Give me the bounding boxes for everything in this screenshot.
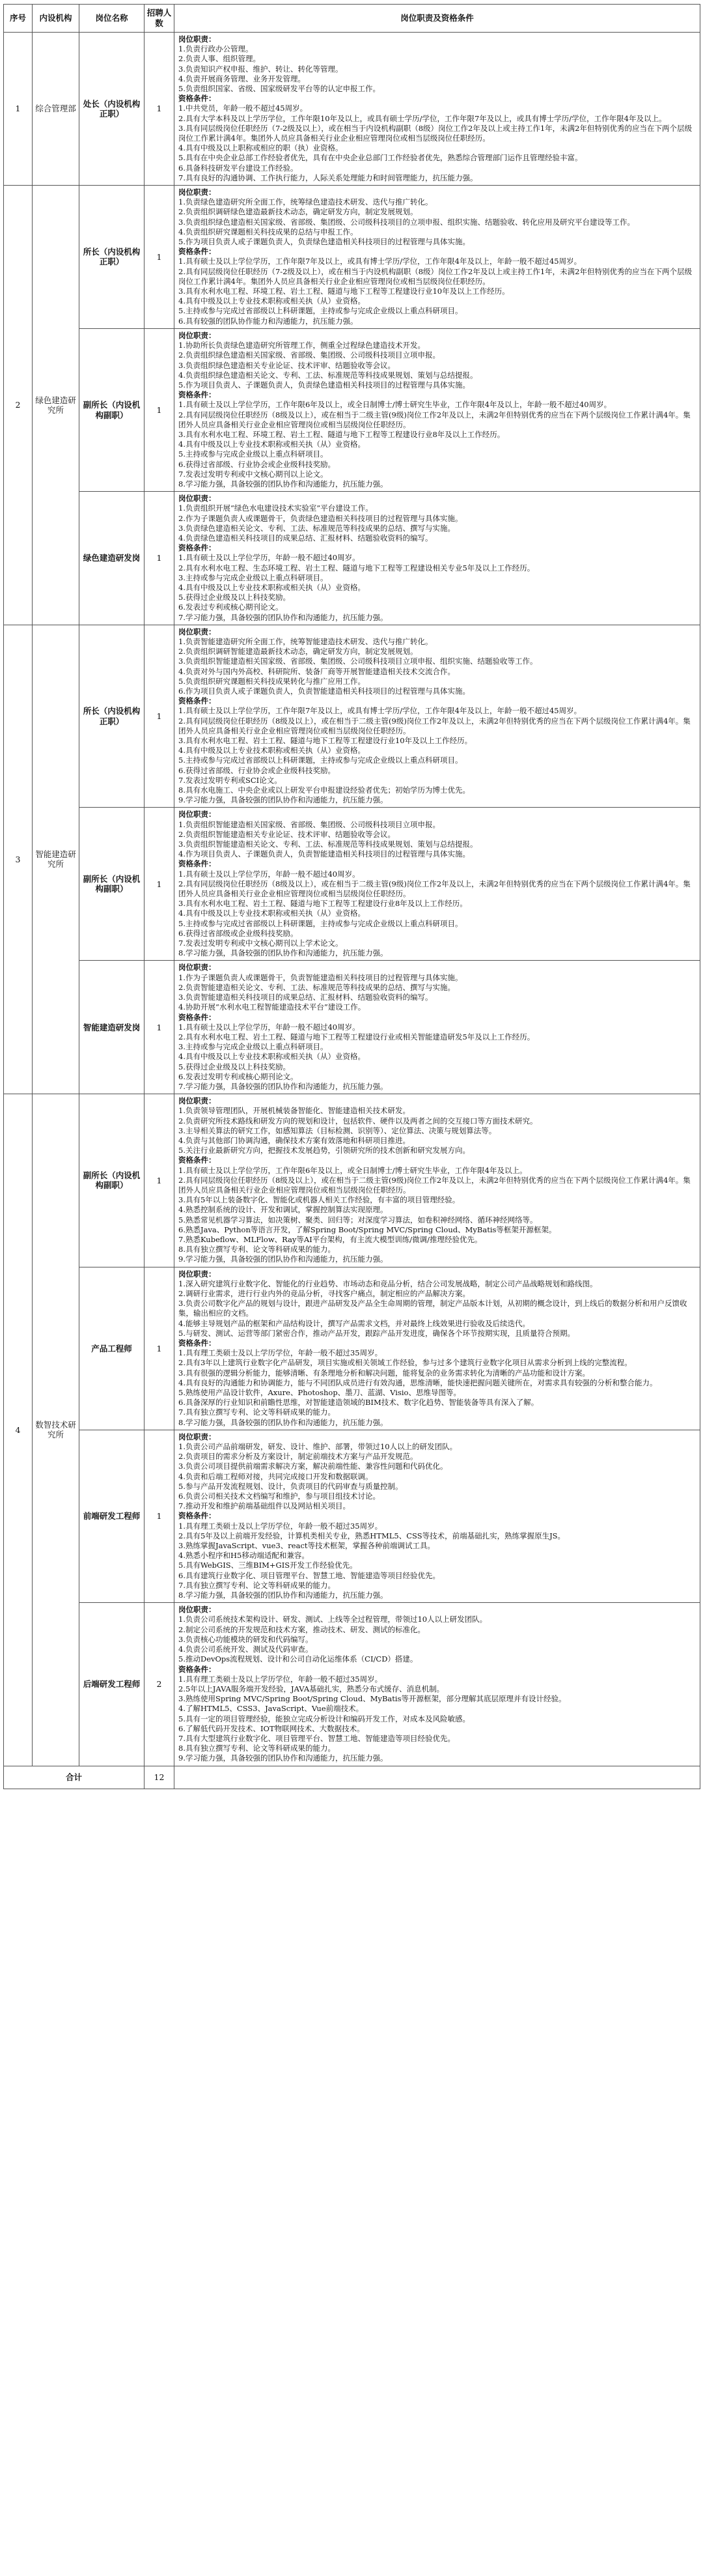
duty-line: 3.主持或参与完成企业级以上重点科研项目。 xyxy=(178,1042,328,1052)
position-duties xyxy=(174,492,700,625)
duty-line: 1.作为子课题负责人或课题骨干，负责智能建造相关科技项目的过程管理与具体实施。 xyxy=(178,972,463,982)
duty-line: 7.具有独立撰写专利、论文等科研成果的能力。 xyxy=(178,1580,335,1590)
duty-line: 2.具有同层级岗位任职经历（8级及以上），或在相当于二级主管(9级)岗位工作2年及以上，未满2年但特别优秀的应当在下两个层级岗位工作累计满4年。集团外人员应具备相关行业企业相应管理岗位或相当层级岗位任职经历。 xyxy=(178,879,691,899)
duty-line: 2.负责项目的需求分析及方案设计，制定前端技术方案与产品开发规范。 xyxy=(178,1452,418,1462)
table-row xyxy=(4,186,700,329)
duty-line: 9.学习能力强，具备较强的团队协作和沟通能力，抗压能力强。 xyxy=(178,1753,388,1763)
duty-line: 2.具有水利水电工程、岩土工程、隧道与地下工程等工程建设行业或相关智能建造研发5年及以上工作经历。 xyxy=(178,1032,535,1041)
duty-line: 1.负责智能建造研究所全面工作，统筹智能建造技术研发、迭代与推广转化。 xyxy=(178,636,433,646)
duty-line: 3.负责知识产权申报、维护、转让、转化等管理。 xyxy=(178,64,343,74)
section-heading: 岗位职责： xyxy=(178,188,216,197)
position-count: 1 xyxy=(145,1430,174,1602)
duty-line: 7.学习能力强，具备较强的团队协作和沟通能力，抗压能力强。 xyxy=(178,612,388,622)
duty-line: 3.熟练掌握JavaScript、vue3、react等技术框架，掌握各种前端调试工具。 xyxy=(178,1541,435,1551)
total-empty-cell xyxy=(174,1766,700,1789)
recruitment-table xyxy=(3,4,700,1789)
duty-line: 5.关注行业最新研究方向，把握技术发展趋势，引领研究所的技术创新和研究发展方向。 xyxy=(178,1146,470,1155)
duty-line: 2.具有同层级岗位任职经历（8级及以上），或在相当于二级主管(9级)岗位工作2年及以上，未满2年但特别优秀的应当在下两个层级岗位工作累计满4年。集团外人员应具备相关行业企业相应管理岗位或相当层级岗位任职经历。 xyxy=(178,410,691,429)
duty-line: 5.熟悉常见机器学习算法，如决策树、聚类、回归等；对深度学习算法，如卷积神经网络、循环神经网络等。 xyxy=(178,1215,538,1224)
duty-line: 5.具有在中央企业总部工作经验者优先，具有在中央企业总部门工作经验者优先，熟悉综合管理部门运作且管理经验丰富。 xyxy=(178,153,583,163)
department-name: 智能建造研究所 xyxy=(33,625,79,1094)
duty-line: 1.中共党员，年龄一般不超过45周岁。 xyxy=(178,104,308,113)
duty-line: 6.具备深厚的行业知识和前瞻性思维，对智能建造领域的BIM技术、数字化趋势、智能装备等具有深入了解。 xyxy=(178,1398,539,1408)
duty-line: 6.具有建筑行业数字化、项目管理平台、智慧工地、智能建造等项目经验优先。 xyxy=(178,1570,440,1580)
duty-line: 4.作为项目负责人、子课题负责人，负责智能建造相关科技项目的过程管理与具体实施。 xyxy=(178,849,470,859)
section-heading: 岗位职责： xyxy=(178,494,216,503)
duty-line: 4.具有良好的沟通能力和协调能力，能与不同团队成员进行有效沟通，思维清晰，能快速把握问题关键所在，对需求具有较强的分析和整合能力。 xyxy=(178,1378,657,1387)
table-row xyxy=(4,1430,700,1602)
header-department: 内设机构 xyxy=(33,5,79,33)
duty-line: 4.具有中级及以上专业技术职称或相关执（从）业资格。 xyxy=(178,440,365,449)
duty-line: 2.负责智能建造相关论文、专利、工法、标准规范等科技成果的总结、撰写与实施。 xyxy=(178,982,455,992)
duty-line: 2.制定公司系统的开发规范和技术方案，推动技术、研发、测试的标准化。 xyxy=(178,1624,425,1634)
duty-line: 3.负责组织智能建造相关国家级、省部级、集团级、公司级科技项目立项申报、组织实施、结题验收等工作。 xyxy=(178,657,538,666)
duty-line: 6.具备科技研发平台建设工作经验。 xyxy=(178,163,298,173)
duty-line: 8.学习能力强，具备较强的团队协作和沟通能力，抗压能力强。 xyxy=(178,479,388,488)
duty-line: 5.获得过企业级及以上科技奖励。 xyxy=(178,1062,290,1071)
section-heading: 岗位职责： xyxy=(178,35,216,44)
duty-line: 1.具有理工类硕士及以上学历学位，年龄一般不超过35周岁。 xyxy=(178,1521,383,1531)
duty-line: 6.具有较强的团队协作能力和沟通能力，抗压能力强。 xyxy=(178,316,358,326)
duty-line: 8.学习能力强，具备较强的团队协作和沟通能力，抗压能力强。 xyxy=(178,948,388,958)
duty-line: 6.发表过专利或核心期刊论文。 xyxy=(178,602,283,612)
duty-line: 2.负责组织智能建造相关专业论证、技术评审、结题验收等会议。 xyxy=(178,829,395,839)
row-number: 1 xyxy=(4,33,33,186)
duty-line: 4.负责公司系统开发、测试及代码审查。 xyxy=(178,1645,313,1654)
duty-line: 3.负责公司项目提供前端需求解决方案，解决前端性能、兼容性问题和代码优化。 xyxy=(178,1462,448,1471)
duty-line: 6.获得过省部级或企业级科技奖励。 xyxy=(178,928,298,938)
row-number: 3 xyxy=(4,625,33,1094)
duty-line: 2.负责组织调研绿色建造最新技术动态，确定研发方向，制定发展规划。 xyxy=(178,207,418,217)
duty-line: 3.负责组织智能建造相关论文、专利、工法、标准规范等科技成果规划、策划与总结提报。 xyxy=(178,840,478,849)
duty-line: 7.发表过发明专利或中文核心期刊以上学术论文。 xyxy=(178,939,343,948)
duty-line: 4.具有中级及以上专业技术职称或相关执（从）业资格。 xyxy=(178,1052,365,1062)
duty-line: 8.学习能力强，具备较强的团队协作和沟通能力，抗压能力强。 xyxy=(178,1417,388,1427)
position-duties xyxy=(174,328,700,491)
duty-line: 1.具有硕士及以上学位学历，年龄一般不超过40周岁。 xyxy=(178,1022,360,1032)
duty-line: 2.具有5年及以上前端开发经验，计算机类相关专业，熟悉HTML5、CSS等技术，前端基础扎实，熟练掌握原生JS。 xyxy=(178,1531,566,1540)
position-name: 副所长（内设机构副职） xyxy=(79,1094,145,1267)
position-name: 处长（内设机构正职） xyxy=(79,33,145,186)
duty-line: 2.调研行业需求，进行行业内外的竞品分析，寻找客户痛点，制定相应的产品解决方案。 xyxy=(178,1288,470,1298)
duty-line: 7.发表过发明专利或中文核心期刊以上论文。 xyxy=(178,469,328,479)
duty-line: 3.具有水利水电工程、岩土工程、隧道与地下工程等工程建设行业8年及以上工作经历。 xyxy=(178,899,467,909)
duty-line: 9.学习能力强，具备较强的团队协作和沟通能力，抗压能力强。 xyxy=(178,795,388,805)
department-name: 数智技术研究所 xyxy=(33,1094,79,1766)
duty-line: 4.负责和后端工程师对接，共同完成接口开发和数据联调。 xyxy=(178,1471,373,1481)
table-row xyxy=(4,33,700,186)
duty-line: 2.负责人事、组织管理。 xyxy=(178,54,260,64)
duty-line: 1.负责绿色建造研究所全面工作，统筹绿色建造技术研发、迭代与推广转化。 xyxy=(178,197,433,207)
duty-line: 4.具有中级及以上专业技术职称或相关执（从）业资格。 xyxy=(178,746,365,756)
duty-line: 1.具有硕士及以上学位学历，工作年限6年及以上，或全日制博士/博士研究生毕业，工作年限4年及以上，年龄一般不超过40周岁。 xyxy=(178,400,612,410)
duty-line: 2.具有大学本科及以上学历学位，工作年限10年及以上，或具有硕士学历/学位，工作年限7年及以上，或具有博士学历/学位，工作年限4年及以上。 xyxy=(178,113,667,123)
section-heading: 资格条件： xyxy=(178,1338,216,1348)
duty-line: 3.具有水利水电工程、环境工程、岩土工程、隧道与地下工程等工程建设行业10年及以上工作经历。 xyxy=(178,287,510,296)
duty-line: 6.获得过省部级、行业协会或企业级科技奖励。 xyxy=(178,459,335,469)
section-heading: 岗位职责： xyxy=(178,963,216,972)
section-heading: 资格条件： xyxy=(178,696,216,706)
duty-line: 3.具有水利水电工程、环境工程、岩土工程、隧道与地下工程等工程建设行业8年及以上工作经历。 xyxy=(178,429,505,439)
position-duties xyxy=(174,1603,700,1766)
section-heading: 岗位职责： xyxy=(178,810,216,819)
duty-line: 7.推动开发和维护前端基础组件以及网站相关项目。 xyxy=(178,1501,350,1511)
duty-line: 3.负责组织绿色建造相关国家级、省部级、集团级、公司级科技项目的立项申报、组织实施、结题验收、转化应用及研究平台建设等工作。 xyxy=(178,217,635,227)
duty-line: 1.负责公司产品前端研发，研发、设计、维护、部署，带领过10人以上的研发团队。 xyxy=(178,1442,458,1452)
duty-line: 5.具有一定的项目管理经验，能独立完成分析设计和编码开发工作，对成本及风险敏感。 xyxy=(178,1714,470,1723)
duty-line: 2.具有水利水电工程、生态环境工程、岩土工程、隧道与地下工程等工程建设相关专业5年及以上工作经历。 xyxy=(178,563,535,573)
duty-line: 6.获得过省部级、行业协会或企业级科技奖励。 xyxy=(178,765,335,775)
duty-line: 1.具有硕士及以上学位学历，年龄一般不超过40周岁。 xyxy=(178,553,360,563)
section-heading: 资格条件： xyxy=(178,1664,216,1674)
duty-line: 8.具有水电施工、中央企业或以上研发平台申报建设经验者优先；初始学历为博士优先。 xyxy=(178,786,470,795)
duty-line: 5.作为项目负责人或子课题负责人，负责绿色建造相关科技项目的过程管理与具体实施。 xyxy=(178,237,470,247)
section-heading: 岗位职责： xyxy=(178,1269,216,1279)
position-name: 副所长（内设机构副职） xyxy=(79,328,145,491)
position-duties xyxy=(174,1094,700,1267)
section-heading: 资格条件： xyxy=(178,543,216,553)
duty-line: 8.具有独立撰写专利、论文等科研成果的能力。 xyxy=(178,1245,335,1254)
table-row xyxy=(4,1267,700,1430)
position-count: 1 xyxy=(145,33,174,186)
total-count: 12 xyxy=(145,1766,174,1789)
position-duties xyxy=(174,1430,700,1602)
duty-line: 5.具有WebGIS、三维BIM+GIS开发工作经验优先。 xyxy=(178,1561,357,1570)
duty-line: 2.具有同层级岗位任职经历（7-2级及以上），或在相当于内设机构副职（8级）岗位工作2年及以上或主持工作1年，未满2年但特别优秀的应当在下两个层级岗位工作累计满4年。集团外人员应具备相关行业企业相应管理岗位或相当层级岗位任职经历。 xyxy=(178,266,692,286)
header-count: 招聘人数 xyxy=(145,5,174,33)
table-row xyxy=(4,492,700,625)
duty-line: 5.主持或参与完成企业级以上重点科研项目。 xyxy=(178,449,328,459)
duty-line: 3.负责核心功能模块的研发和代码编写。 xyxy=(178,1634,313,1644)
duty-line: 3.具有很强的逻辑分析能力，能够清晰、有条理地分析和解决问题，能将复杂的业务需求转化为清晰的产品功能和设计方案。 xyxy=(178,1368,590,1378)
header-duties: 岗位职责及资格条件 xyxy=(174,5,700,33)
position-count: 2 xyxy=(145,1603,174,1766)
table-row xyxy=(4,1094,700,1267)
section-heading: 岗位职责： xyxy=(178,1432,216,1441)
duty-line: 5.推动DevOps流程规划、设计和公司自动化运维体系（CI/CD）搭建。 xyxy=(178,1654,418,1664)
duty-line: 7.具有良好的沟通协调、工作执行能力，人际关系处理能力和时间管理能力，抗压能力强。 xyxy=(178,173,478,182)
position-name: 所长（内设机构正职） xyxy=(79,186,145,329)
section-heading: 岗位职责： xyxy=(178,627,216,636)
duty-line: 2.具有同层级岗位任职经历（8级及以上），或在相当于二级主管(9级)岗位工作2年及以上，未满2年但特别优秀的应当在下两个层级岗位工作累计满4年。集团外人员应具备相关行业企业相应管理岗位或相当层级岗位任职经历。 xyxy=(178,1175,691,1195)
duty-line: 1.具有理工类硕士及以上学历学位，年龄一般不超过35周岁。 xyxy=(178,1674,383,1684)
duty-line: 5.主持或参与完成过省部级以上科研课题，主持或参与完成企业级以上重点科研项目。 xyxy=(178,756,463,765)
duty-line: 3.具有水利水电工程、岩土工程、隧道与地下工程等工程建设行业10年及以上工作经历。 xyxy=(178,736,473,746)
duty-line: 1.具有硕士及以上学位学历，工作年限6年及以上，或全日制博士/博士研究生毕业，工作年限4年及以上。 xyxy=(178,1165,527,1175)
position-count: 1 xyxy=(145,186,174,329)
duty-line: 2.负责研究所技术路线和研发方向的规划和设计，包括软件、硬件以及两者之间的交互接口等方面技术研究。 xyxy=(178,1116,538,1125)
duty-line: 1.负责组织开展“绿色水电建设技术实验室”平台建设工作。 xyxy=(178,503,373,513)
section-heading: 岗位职责： xyxy=(178,330,216,340)
section-heading: 资格条件： xyxy=(178,94,216,104)
duty-line: 2.作为子课题负责人或课题骨干，负责绿色建造相关科技项目的过程管理与具体实施。 xyxy=(178,513,463,523)
position-name: 所长（内设机构正职） xyxy=(79,625,145,808)
position-count: 1 xyxy=(145,808,174,961)
duty-line: 2.负责组织绿色建造相关国家级、省部级、集团级、公司级科技项目立项申报。 xyxy=(178,350,440,360)
duty-line: 5.获得过企业级及以上科技奖励。 xyxy=(178,593,290,602)
duty-line: 4.负责组织绿色建造相关论文、专利、工法、标准规范等科技成果规划、策划与总结提报。 xyxy=(178,370,478,380)
duty-line: 9.学习能力强，具备较强的团队协作和沟通能力，抗压能力强。 xyxy=(178,1254,388,1264)
duty-line: 5.负责组织研究课题相关科技成果转化与推广应用工作。 xyxy=(178,676,365,686)
duty-line: 3.负责绿色建造相关论文、专利、工法、标准规范等科技成果的总结、撰写与实施。 xyxy=(178,523,455,533)
duty-line: 1.具有硕士及以上学位学历，工作年限7年及以上，或具有博士学历/学位，工作年限4年及以上，年龄一般不超过45周岁。 xyxy=(178,257,582,266)
duty-line: 1.负责领导管理团队，开展机械装备智能化、智能建造相关技术研发。 xyxy=(178,1106,410,1116)
table-row xyxy=(4,808,700,961)
position-duties xyxy=(174,961,700,1094)
position-count: 1 xyxy=(145,961,174,1094)
duty-line: 5.作为项目负责人、子课题负责人，负责绿色建造相关科技项目的过程管理与具体实施。 xyxy=(178,380,470,389)
position-name: 智能建造研发岗 xyxy=(79,961,145,1094)
duty-line: 4.具有中级及以上职称或相应的职（执）业资格。 xyxy=(178,143,343,153)
position-count: 1 xyxy=(145,1094,174,1267)
position-duties xyxy=(174,625,700,808)
section-heading: 资格条件： xyxy=(178,1012,216,1022)
duty-line: 4.具有中级及以上专业技术职称或相关执（从）业资格。 xyxy=(178,296,365,306)
duty-line: 5.参与产品开发流程规划、设计，负责项目的代码审查与质量控制。 xyxy=(178,1481,403,1491)
header-row xyxy=(4,5,700,33)
total-row xyxy=(4,1766,700,1789)
duty-line: 4.负责与其他部门协调沟通，确保技术方案有效落地和科研项目推进。 xyxy=(178,1135,410,1145)
table-row xyxy=(4,961,700,1094)
position-name: 后端研发工程师 xyxy=(79,1603,145,1766)
duty-line: 4.协助开展“水利水电工程智能建造技术平台”建设工作。 xyxy=(178,1002,366,1012)
department-name: 绿色建造研究所 xyxy=(33,186,79,625)
header-position: 岗位名称 xyxy=(79,5,145,33)
duty-line: 5.主持或参与完成过省部级以上科研课题，主持或参与完成企业级以上重点科研项目。 xyxy=(178,306,463,316)
duty-line: 3.具有同层级岗位任职经历（7-2级及以上），或在相当于内设机构副职（8级）岗位工作2年及以上或主持工作1年，未满2年但特别优秀的应当在下两个层级岗位工作累计满4年。集团外人员应具备相关行业企业相应管理岗位或相当层级岗位任职经历。 xyxy=(178,123,692,143)
position-name: 产品工程师 xyxy=(79,1267,145,1430)
duty-line: 1.负责行政办公管理。 xyxy=(178,44,253,54)
table-row xyxy=(4,328,700,491)
duty-line: 1.负责公司系统技术架构设计、研发、测试、上线等全过程管理，带领过10人以上研发团队。 xyxy=(178,1615,488,1624)
section-heading: 资格条件： xyxy=(178,1155,216,1165)
position-name: 前端研发工程师 xyxy=(79,1430,145,1602)
duty-line: 3.负责智能建造相关科技项目的成果总结、汇报材料、结题验收资料的编写。 xyxy=(178,993,433,1002)
duty-line: 7.熟悉Kubeflow、MLFlow、Ray等AI平台架构，有主流大模型训练/微调/推理经验优先。 xyxy=(178,1234,482,1244)
duty-line: 2.负责组织调研智能建造最新技术动态，确定研发方向，制定发展规划。 xyxy=(178,647,418,657)
duty-line: 6.熟悉Java、Python等语言开发，了解Spring Boot/Spring MVC/Spring Cloud、MyBatis等框架开源框架。 xyxy=(178,1224,557,1234)
duty-line: 2.5年以上JAVA服务端开发经验，JAVA基础扎实，熟悉分布式缓存、消息机制。 xyxy=(178,1684,445,1693)
duty-line: 4.熟悉小程序和H5移动端适配和兼容。 xyxy=(178,1551,309,1561)
duty-line: 3.主导相关算法的研究工作，如感知算法（目标检测、识别等）、定位算法、决策与规划算法等。 xyxy=(178,1125,497,1135)
duty-line: 6.了解低代码开发技术、IOT物联网技术、大数据技术。 xyxy=(178,1723,365,1733)
section-heading: 岗位职责： xyxy=(178,1096,216,1106)
position-duties xyxy=(174,186,700,329)
duty-line: 4.负责开展商务管理、业务开发管理。 xyxy=(178,74,305,83)
section-heading: 岗位职责： xyxy=(178,1605,216,1615)
total-label: 合计 xyxy=(4,1766,145,1789)
row-number: 2 xyxy=(4,186,33,625)
duty-line: 2.具有3年以上建筑行业数字化产品研发，项目实施或相关领域工作经验，参与过多个建筑行业数字化项目从需求分析到上线的完整流程。 xyxy=(178,1358,632,1368)
duty-line: 5.与研发、测试、运营等部门紧密合作，推动产品开发，跟踪产品开发进度，确保各个环节按期实现，且质量符合预期。 xyxy=(178,1328,575,1338)
duty-line: 5.负责组织国家、省级、国家级研发平台等的认定申报工作。 xyxy=(178,84,380,94)
section-heading: 资格条件： xyxy=(178,390,216,400)
duty-line: 7.具有大型建筑行业数字化、项目管理平台、智慧工地、智能建造等项目经验优先。 xyxy=(178,1733,455,1743)
section-heading: 资格条件： xyxy=(178,1511,216,1521)
table-body xyxy=(4,33,700,1766)
duty-line: 7.学习能力强，具备较强的团队协作和沟通能力，抗压能力强。 xyxy=(178,1081,388,1091)
duty-line: 1.具有硕士及以上学位学历，年龄一般不超过40周岁。 xyxy=(178,869,360,879)
duty-line: 3.熟练使用Spring MVC/Spring Boot/Spring Cloud、MyBatis等开源框架，部分理解其底层原理并有设计经验。 xyxy=(178,1694,566,1704)
duty-line: 2.具有同层级岗位任职经历（8级及以上），或在相当于二级主管(9级)岗位工作2年及以上，未满2年但特别优秀的应当在下两个层级岗位工作累计满4年。集团外人员应具备相关行业企业相应管理岗位或相当层级岗位任职经历。 xyxy=(178,716,691,735)
duty-line: 1.协助所长负责绿色建造研究所管理工作，侧重全过程绿色建造技术开发。 xyxy=(178,341,425,350)
duty-line: 6.作为项目负责人或子课题负责人，负责智能建造相关科技项目的过程管理与具体实施。 xyxy=(178,686,470,696)
duty-line: 6.负责公司相关技术文档编写和维护，参与项目组技术讨论。 xyxy=(178,1492,380,1501)
duty-line: 4.负责对外与国内外高校、科研院所、装备厂商等开展智能建造相关技术交流合作。 xyxy=(178,666,455,676)
position-duties xyxy=(174,808,700,961)
position-count: 1 xyxy=(145,625,174,808)
duty-line: 8.具有独立撰写专利、论文等科研成果的能力。 xyxy=(178,1744,335,1753)
duty-line: 3.负责公司数字化产品的规划与设计，跟进产品研发及产品全生命周期的管理，制定产品版本计划，从初期的概念设计，到上线后的数据分析和用户反馈收集，输出相应的文档。 xyxy=(178,1299,687,1318)
duty-line: 6.发表过发明专利或核心期刊论文。 xyxy=(178,1071,298,1081)
duty-line: 5.熟练使用产品设计软件，Axure、Photoshop、墨刀、蓝湖、Visio、思维导图等。 xyxy=(178,1388,461,1398)
duty-line: 4.负责组织研究课题相关科技成果的总结与申报工作。 xyxy=(178,227,358,236)
position-count: 1 xyxy=(145,1267,174,1430)
position-name: 绿色建造研发岗 xyxy=(79,492,145,625)
duty-line: 1.具有理工类硕士及以上学历学位，年龄一般不超过35周岁。 xyxy=(178,1348,383,1358)
duty-line: 4.了解HTML5、CSS3、JavaScript、Vue前端技术。 xyxy=(178,1704,364,1714)
duty-line: 1.具有硕士及以上学位学历，工作年限7年及以上，或具有博士学历/学位，工作年限4年及以上，年龄一般不超过45周岁。 xyxy=(178,706,582,716)
position-name: 副所长（内设机构副职） xyxy=(79,808,145,961)
section-heading: 资格条件： xyxy=(178,859,216,869)
position-duties xyxy=(174,33,700,186)
table-row xyxy=(4,1603,700,1766)
duty-line: 4.负责绿色建造相关科技项目的成果总结、汇报材料、结题验收资料的编写。 xyxy=(178,533,433,543)
duty-line: 1.深入研究建筑行业数字化、智能化的行业趋势、市场动态和竞品分析，结合公司发展战略，制定公司产品战略规划和路线图。 xyxy=(178,1279,598,1288)
duty-line: 7.发表过发明专利或SCI论文。 xyxy=(178,775,282,785)
position-count: 1 xyxy=(145,328,174,491)
duty-line: 8.学习能力强，具备较强的团队协作和沟通能力，抗压能力强。 xyxy=(178,1591,388,1600)
duty-line: 3.具有5年以上装备数字化、智能化或机器人相关工作经验，有丰富的项目管理经验。 xyxy=(178,1195,460,1205)
duty-line: 5.主持或参与完成过省部级以上科研课题，主持或参与完成企业级以上重点科研项目。 xyxy=(178,918,463,928)
department-name: 综合管理部 xyxy=(33,33,79,186)
duty-line: 3.主持或参与完成企业级以上重点科研项目。 xyxy=(178,573,328,582)
duty-line: 4.能够主导规划产品的框架和产品结构设计，撰写产品需求文档，并对最终上线效果进行验收及后续迭代。 xyxy=(178,1318,530,1328)
duty-line: 4.具有中级及以上专业技术职称或相关执（从）业资格。 xyxy=(178,909,365,918)
duty-line: 7.具有独立撰写专利、论文等科研成果的能力。 xyxy=(178,1408,335,1417)
row-number: 4 xyxy=(4,1094,33,1766)
duty-line: 4.具有中级及以上专业技术职称或相关执（从）业资格。 xyxy=(178,582,365,592)
table-row xyxy=(4,625,700,808)
duty-line: 4.熟悉控制系统的设计、开发和调试，掌握控制算法实现原理。 xyxy=(178,1205,388,1215)
header-no: 序号 xyxy=(4,5,33,33)
section-heading: 资格条件： xyxy=(178,247,216,257)
position-duties xyxy=(174,1267,700,1430)
duty-line: 1.负责组织智能建造相关国家级、省部级、集团级、公司级科技项目立项申报。 xyxy=(178,819,440,829)
position-count: 1 xyxy=(145,492,174,625)
duty-line: 3.负责组织绿色建造相关专业论证、技术评审、结题验收等会议。 xyxy=(178,360,395,370)
